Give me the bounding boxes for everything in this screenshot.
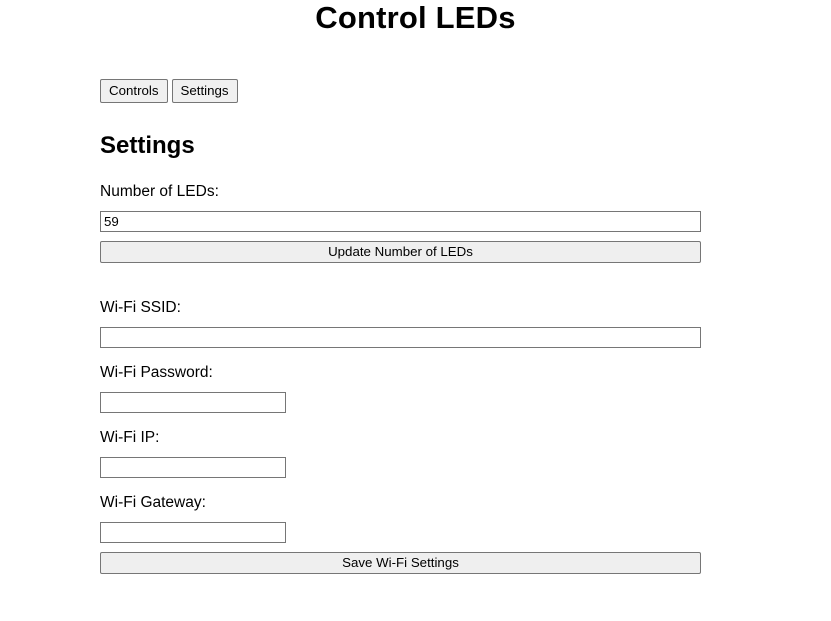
- wifi-ssid-label: Wi-Fi SSID:: [100, 299, 181, 316]
- wifi-gateway-input[interactable]: [100, 522, 286, 543]
- num-leds-label: Number of LEDs:: [100, 183, 219, 200]
- tab-settings[interactable]: Settings: [172, 79, 238, 103]
- tab-controls[interactable]: Controls: [100, 79, 168, 103]
- page-title: Control LEDs: [315, 0, 516, 35]
- wifi-ip-label: Wi-Fi IP:: [100, 429, 160, 446]
- wifi-password-input[interactable]: [100, 392, 286, 413]
- tab-bar: [100, 79, 701, 103]
- settings-heading: Settings: [100, 132, 195, 159]
- save-wifi-settings-button[interactable]: Save Wi-Fi Settings: [100, 552, 701, 574]
- main-content: [0, 79, 831, 574]
- wifi-ip-input[interactable]: [100, 457, 286, 478]
- num-leds-input[interactable]: [100, 211, 701, 232]
- wifi-ssid-input[interactable]: [100, 327, 701, 348]
- spacer: [100, 263, 701, 276]
- wifi-gateway-label: Wi-Fi Gateway:: [100, 494, 206, 511]
- update-num-leds-button[interactable]: Update Number of LEDs: [100, 241, 701, 263]
- wifi-password-label: Wi-Fi Password:: [100, 364, 213, 381]
